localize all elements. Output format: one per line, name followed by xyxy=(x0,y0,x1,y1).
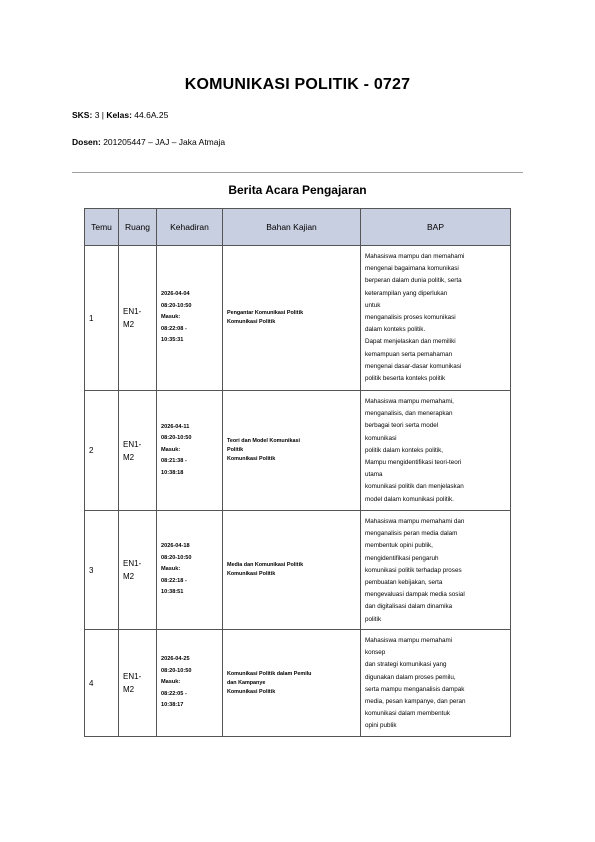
kehadiran-line: Masuk: xyxy=(161,679,181,686)
kehadiran-line: 08:20-10:50 xyxy=(161,302,192,309)
cell-bahan-kajian xyxy=(223,391,361,511)
cell-bahan-kajian xyxy=(223,246,361,391)
bap-line: politik xyxy=(365,615,382,623)
cell-bap xyxy=(361,246,511,391)
table-row xyxy=(85,630,511,737)
bap-line: serta mampu menganalisis dampak xyxy=(365,685,465,693)
table-header-row xyxy=(85,209,511,246)
bap-line: dan strategi komunikasi yang xyxy=(365,661,447,669)
bap-line: komunikasi xyxy=(365,434,397,442)
ruang-line: M2 xyxy=(123,320,135,329)
bahan-line: Komunikasi Politik xyxy=(227,688,276,695)
kehadiran-line: 08:22:05 - xyxy=(161,690,187,697)
section-title: Berita Acara Pengajaran xyxy=(228,183,367,197)
bap-line: membentuk opini publik, xyxy=(365,542,433,550)
kehadiran-line: 2026-04-25 xyxy=(161,656,190,663)
bap-line: pembuatan kebijakan, serta xyxy=(365,579,443,587)
dosen-label: Dosen: xyxy=(72,137,101,147)
cell-ruang xyxy=(119,391,157,511)
bap-line: mengenai bagaimana komunikasi xyxy=(365,265,459,273)
bap-line: opini publik xyxy=(365,722,397,730)
cell-ruang xyxy=(119,511,157,630)
bap-line: mengenai dasar-dasar komunikasi xyxy=(365,362,462,370)
kelas-value: 44.6A.25 xyxy=(134,110,169,120)
bahan-line: Komunikasi Politik dalam Pemilu xyxy=(227,670,312,677)
kehadiran-line: 08:20-10:50 xyxy=(161,435,192,442)
cell-temu: 3 xyxy=(85,511,119,630)
header-bahan-kajian: Bahan Kajian xyxy=(223,209,361,246)
ruang-line: EN1- xyxy=(123,559,142,568)
bahan-line: Komunikasi Politik xyxy=(227,571,276,577)
bap-line: Mahasiswa mampu dan memahami xyxy=(365,253,465,260)
bap-line: utama xyxy=(365,471,383,479)
kehadiran-line: 08:21:38 - xyxy=(161,458,187,465)
cell-temu: 4 xyxy=(85,630,119,737)
cell-kehadiran xyxy=(157,511,223,630)
lecturer-info xyxy=(72,137,225,147)
bap-line: media, pesan kampanye, dan peran xyxy=(365,698,466,706)
bahan-line: Politik xyxy=(227,447,244,453)
kehadiran-line: Masuk: xyxy=(161,446,181,453)
kehadiran-line: 08:20-10:50 xyxy=(161,554,192,561)
divider xyxy=(72,172,523,173)
cell-ruang xyxy=(119,630,157,737)
kehadiran-line: Masuk: xyxy=(161,566,181,573)
dosen-value: 201205447 – JAJ – Jaka Atmaja xyxy=(103,137,226,147)
bap-line: digunakan dalam proses pemilu, xyxy=(365,673,456,681)
cell-kehadiran xyxy=(157,391,223,511)
bap-line: berbagai teori serta model xyxy=(365,422,439,430)
kehadiran-line: 08:22:18 - xyxy=(161,577,187,584)
cell-ruang xyxy=(119,246,157,391)
kehadiran-line: 10:38:18 xyxy=(161,469,184,476)
cell-temu: 1 xyxy=(85,246,119,391)
ruang-line: EN1- xyxy=(123,439,142,449)
bap-line: Mahasiswa mampu memahami, xyxy=(365,398,454,405)
kehadiran-line: 10:35:31 xyxy=(161,337,184,344)
table-row xyxy=(85,511,511,630)
header-bap: BAP xyxy=(361,209,511,246)
table-row xyxy=(85,391,511,511)
bahan-line: dan Kampanye xyxy=(227,679,266,686)
bahan-line: Komunikasi Politik xyxy=(227,319,276,325)
header-ruang: Ruang xyxy=(119,209,157,246)
header-temu: Temu xyxy=(85,209,119,246)
bap-line: Dapat menjelaskan dan memiliki xyxy=(365,338,456,346)
bahan-line: Teori dan Model Komunikasi xyxy=(227,438,300,444)
bap-line: mengidentifikasi pengaruh xyxy=(365,554,439,562)
bap-line: keterampilan yang diperlukan xyxy=(365,289,448,297)
bahan-line: Pengantar Komunikasi Politik xyxy=(227,310,304,316)
bap-line: kemampuan serta pemahaman xyxy=(365,350,453,358)
bap-line: dalam konteks politik. xyxy=(365,326,426,334)
cell-bap xyxy=(361,391,511,511)
document-title: KOMUNIKASI POLITIK - 0727 xyxy=(184,76,411,93)
bap-line: model dalam komunikasi politik. xyxy=(365,495,454,503)
sks-label: SKS: xyxy=(72,110,93,120)
separator: | xyxy=(101,110,105,120)
bap-line: Mahasiswa mampu memahami dan xyxy=(365,518,465,525)
cell-bahan-kajian xyxy=(223,630,361,737)
cell-temu: 2 xyxy=(85,391,119,511)
bap-table xyxy=(84,208,511,737)
cell-kehadiran xyxy=(157,246,223,391)
ruang-line: M2 xyxy=(123,685,135,694)
bap-line: Mampu mengidentifikasi teori-teori xyxy=(365,459,462,467)
bap-line: untuk xyxy=(365,301,381,309)
cell-bap xyxy=(361,511,511,630)
kehadiran-line: 2026-04-18 xyxy=(161,543,190,550)
header-kehadiran: Kehadiran xyxy=(157,209,223,246)
bap-line: komunikasi dalam membentuk xyxy=(365,710,451,718)
bap-line: komunikasi politik terhadap proses xyxy=(365,566,462,574)
bap-line: mengevaluasi dampak media sosial xyxy=(365,591,465,599)
table-row xyxy=(85,246,511,391)
bap-line: berperan dalam dunia politik, serta xyxy=(365,277,462,285)
bap-line: politik dalam konteks politik, xyxy=(365,446,444,454)
bahan-line: Media dan Komunikasi Politik xyxy=(227,562,304,568)
bap-line: konsep xyxy=(365,649,386,657)
kehadiran-line: 08:20-10:50 xyxy=(161,667,192,674)
bap-line: politik beserta konteks politik xyxy=(365,375,446,383)
cell-kehadiran xyxy=(157,630,223,737)
kehadiran-line: 10:38:17 xyxy=(161,702,184,709)
bap-line: menganalisis proses komunikasi xyxy=(365,314,456,322)
sks-value: 3 xyxy=(94,110,100,120)
ruang-line: EN1- xyxy=(123,307,142,316)
bap-line: menganalisis, dan menerapkan xyxy=(365,410,453,418)
ruang-line: M2 xyxy=(123,452,135,462)
bap-line: Mahasiswa mampu memahami xyxy=(365,637,453,644)
cell-bahan-kajian xyxy=(223,511,361,630)
bap-line: menganalisis peran media dalam xyxy=(365,530,458,538)
kehadiran-line: Masuk: xyxy=(161,314,181,321)
kelas-label: Kelas: xyxy=(106,110,132,120)
course-info xyxy=(72,110,168,120)
bap-line: dan digitalisasi dalam dinamika xyxy=(365,603,453,611)
ruang-line: M2 xyxy=(123,572,135,581)
kehadiran-line: 2026-04-04 xyxy=(161,291,190,298)
ruang-line: EN1- xyxy=(123,672,142,681)
kehadiran-line: 10:38:51 xyxy=(161,589,184,596)
bahan-line: Komunikasi Politik xyxy=(227,456,276,462)
kehadiran-line: 2026-04-11 xyxy=(161,423,190,430)
cell-bap xyxy=(361,630,511,737)
bap-line: komunikasi politik dan menjelaskan xyxy=(365,483,464,491)
kehadiran-line: 08:22:08 - xyxy=(161,325,187,332)
